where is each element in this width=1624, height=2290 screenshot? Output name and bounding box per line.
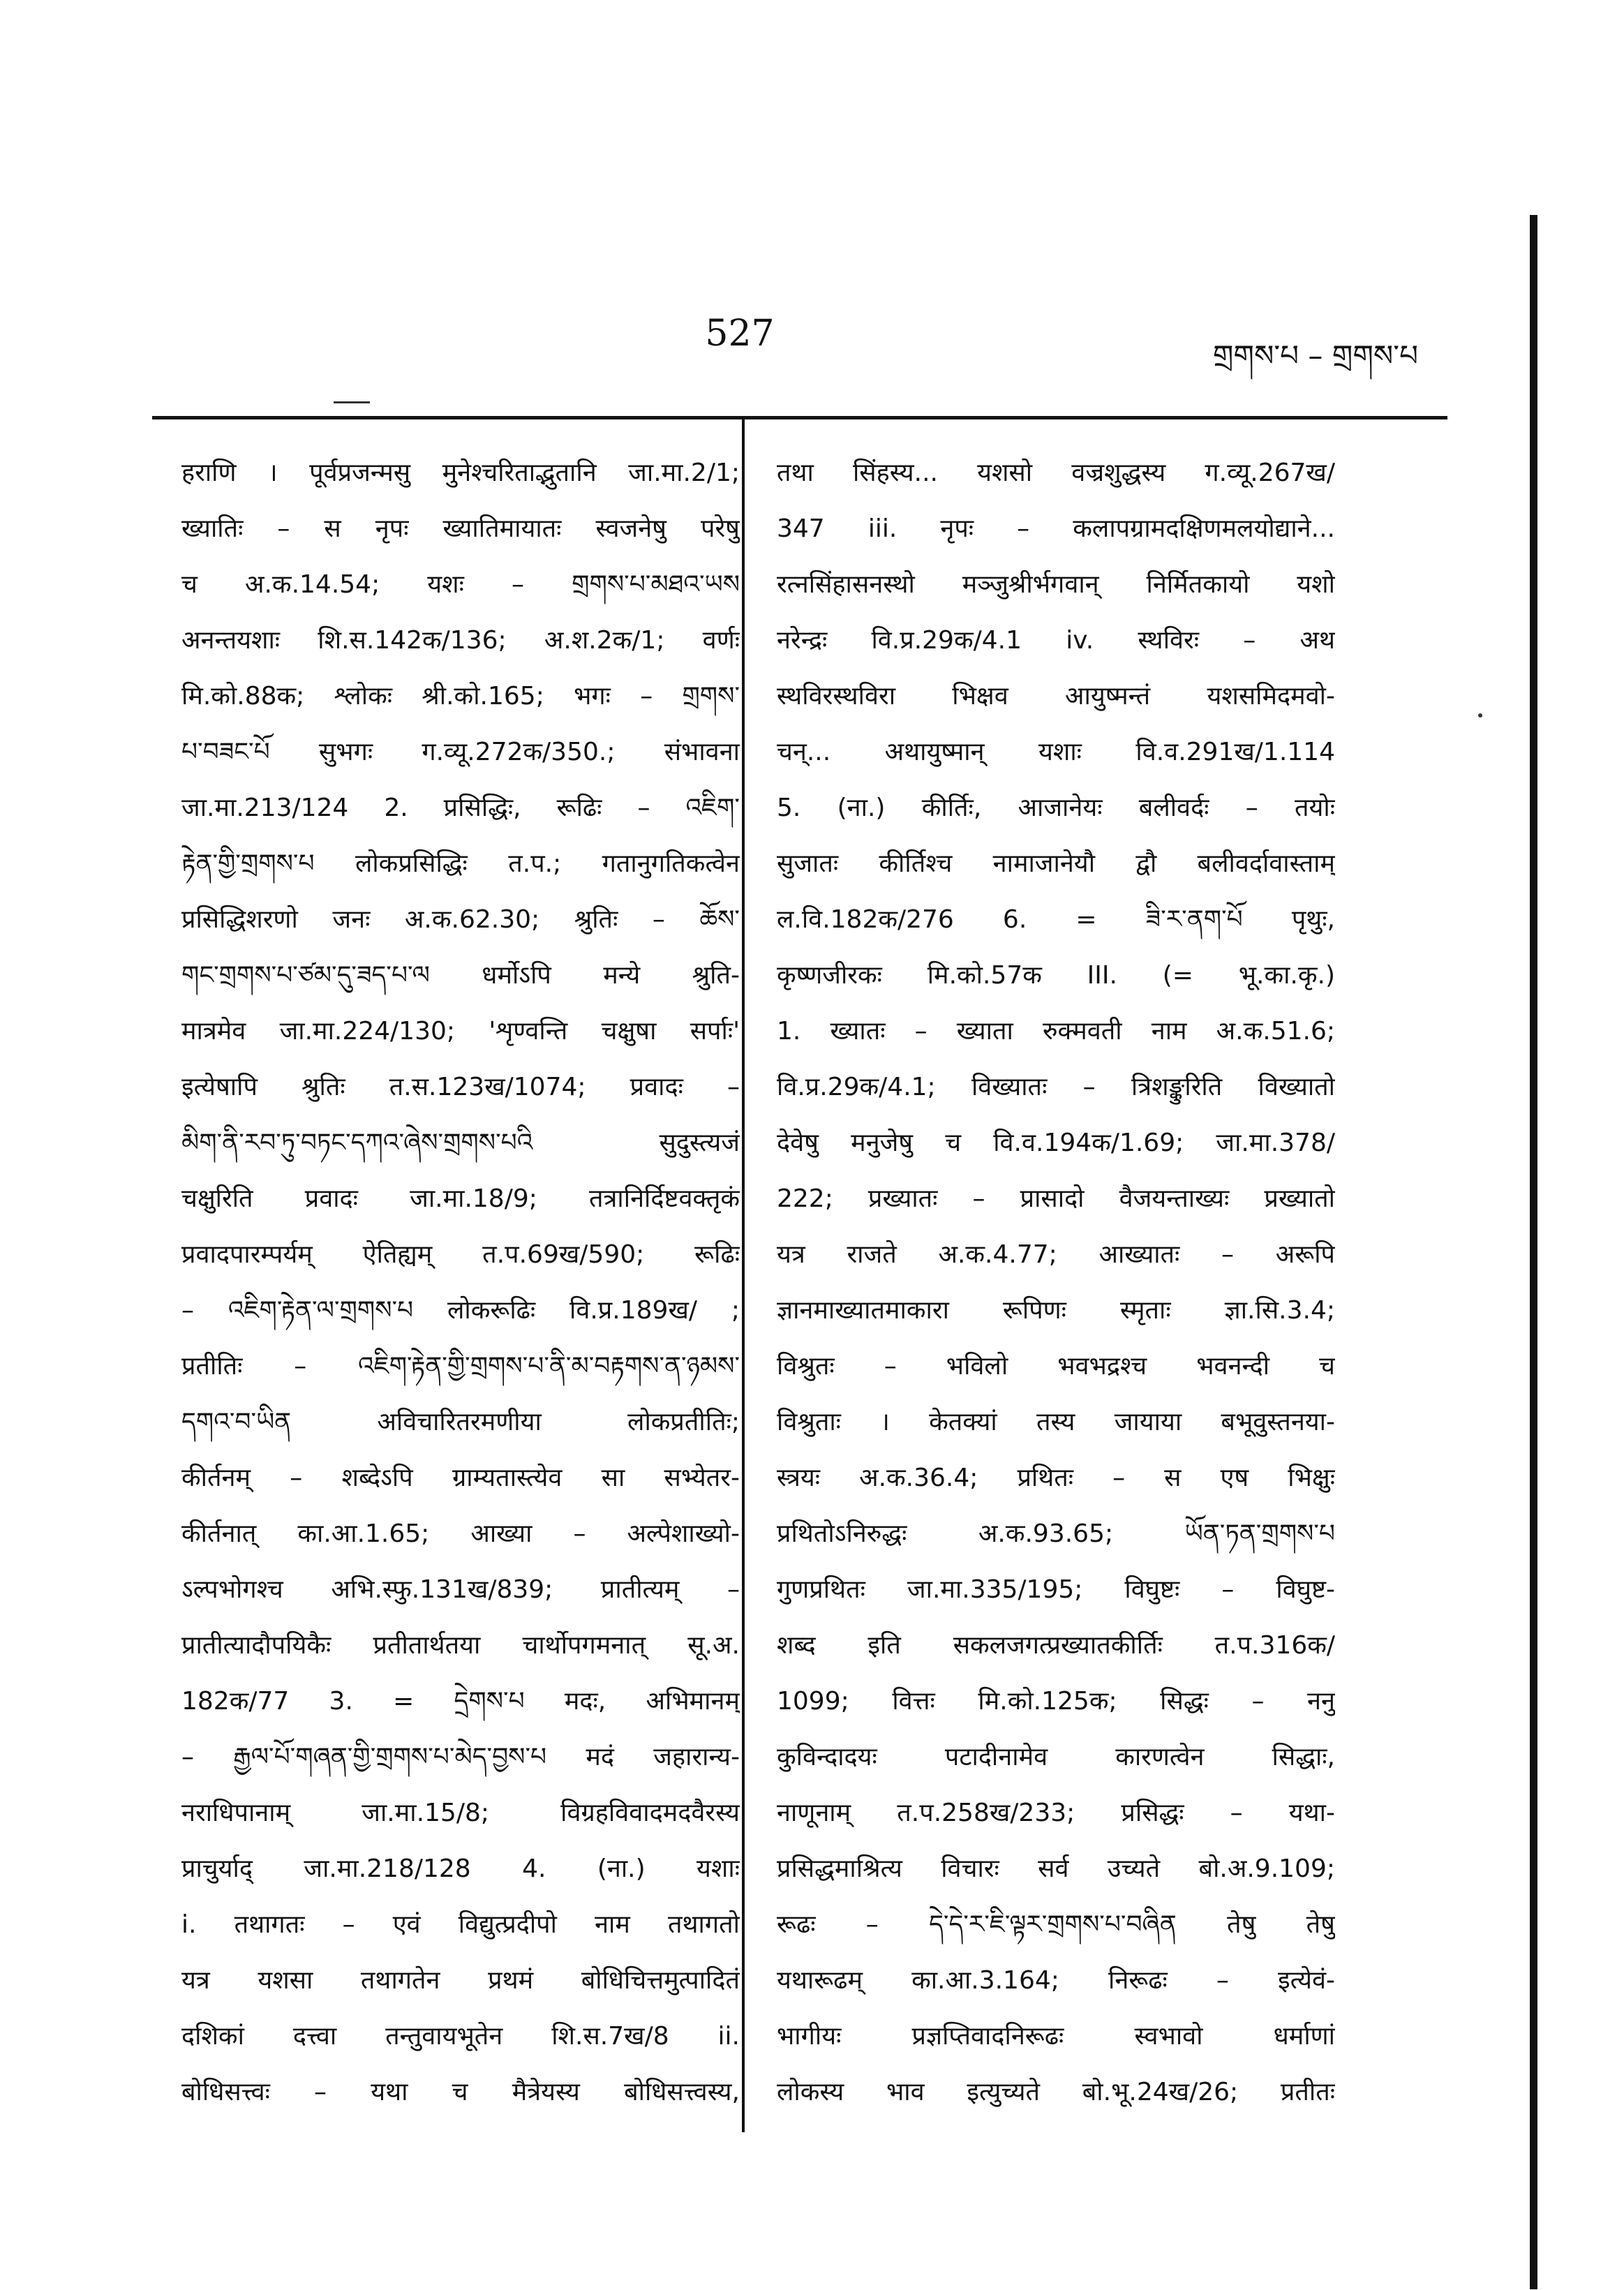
right-column-line: लोकस्य भाव इत्युच्यते बो.भू.24ख/26; प्रतीतः (777, 2078, 1335, 2106)
left-column-line: གང་གྲགས་པ་ཙམ་དུ་ཟད་པ་ལ धर्मोऽपि मन्ये श्रुति- (181, 961, 740, 990)
left-column-line: ख्यातिः – स नृपः ख्यातिमायातः स्वजनेषु परेषु (181, 514, 740, 543)
right-column-line: स्त्रयः अ.क.36.4; प्रथितः – स एष भिक्षुः (777, 1464, 1335, 1492)
left-column-line: मात्रमेव जा.मा.224/130; 'शृण्वन्ति चक्षुषा सर्पाः' (181, 1017, 740, 1046)
left-column-line: मि.को.88क; श्लोकः श्री.को.165; भगः – གྲགས་ (181, 682, 740, 711)
left-column-line: दशिकां दत्त्वा तन्तुवायभूतेन शि.स.7ख/8 ii. (181, 2022, 740, 2051)
left-column-line: པ་བཟང་པོ सुभगः ग.व्यू.272क/350.; संभावना (181, 738, 740, 766)
left-column-line: प्रसिद्धिशरणो जनः अ.क.62.30; श्रुतिः – ཆོས་ (181, 905, 740, 934)
left-column-line: i. तथागतः – एवं विद्युत्प्रदीपो नाम तथागतो (181, 1910, 740, 1939)
right-column-line: प्रसिद्धमाश्रित्य विचारः सर्व उच्यते बो.अ.9.109; (777, 1854, 1335, 1883)
right-column-line: विश्रुताः । केतक्यां तस्य जायाया बभूवुस्तनया- (777, 1408, 1335, 1436)
left-column-line: प्रतीतिः – འཇིག་རྟེན་གྱི་གྲགས་པ་ནི་མ་བརྟགས་ན་ཉམས་ (181, 1352, 740, 1381)
left-column-line: प्रवादपारम्पर्यम् ऐतिह्यम् त.प.69ख/590; रूढिः (181, 1240, 740, 1269)
left-column-line: – རྒྱལ་པོ་གཞན་གྱི་གྲགས་པ་མེད་བྱས་པ मदं जहारान्य- (181, 1743, 740, 1771)
right-column-line: विश्रुतः – भविलो भवभद्रश्च भवनन्दी च (777, 1352, 1335, 1381)
left-column-line: ऽल्पभोगश्च अभि.स्फु.131ख/839; प्रातीत्यम् – (181, 1575, 740, 1604)
right-column-line: 222; प्रख्यातः – प्रासादो वैजयन्ताख्यः प्रख्यातो (777, 1184, 1335, 1213)
right-column-line: यथारूढम् का.आ.3.164; निरूढः – इत्येवं- (777, 1966, 1335, 1995)
right-column-line: ज्ञानमाख्यातमाकारा रूपिणः स्मृताः ज्ञा.सि.3.4; (777, 1296, 1335, 1325)
left-column-line: कीर्तनम् – शब्देऽपि ग्राम्यतास्त्येव सा सभ्येतर- (181, 1464, 740, 1492)
left-column-line: प्रातीत्यादौपयिकैः प्रतीतार्थतया चार्थोपगमनात् सू.अ. (181, 1631, 740, 1660)
left-column-line: – འཇིག་རྟེན་ལ་གྲགས་པ लोकरूढिः वि.प्र.189ख/ ; (181, 1296, 740, 1325)
page-number: 527 (705, 313, 775, 355)
left-column (181, 445, 740, 2120)
right-column-line: स्थविरस्थविरा भिक्षव आयुष्मन्तं यशसमिदमवो- (777, 682, 1335, 711)
right-column-line: ल.वि.182क/276 6. = ཟི་ར་ནག་པོ पृथुः, (777, 905, 1335, 934)
right-column-line: नरेन्द्रः वि.प्र.29क/4.1 iv. स्थविरः – अथ (777, 626, 1335, 655)
left-column-line: 182क/77 3. = དྲེགས་པ मदः, अभिमानम् (181, 1687, 740, 1716)
left-column-line: नराधिपानाम् जा.मा.15/8; विग्रहविवादमदवैरस्य (181, 1799, 740, 1827)
left-column-line: यत्र यशसा तथागतेन प्रथमं बोधिचित्तमुत्पादितं (181, 1966, 740, 1995)
right-column-line: गुणप्रथितः जा.मा.335/195; विघुष्टः – विघुष्ट- (777, 1575, 1335, 1604)
right-column-line: भागीयः प्रज्ञप्तिवादनिरूढः स्वभावो धर्माणां (777, 2022, 1335, 2051)
right-column-line: तथा सिंहस्य... यशसो वज्रशुद्धस्य ग.व्यू.267ख/ (777, 459, 1335, 487)
right-column-line: कृष्णजीरकः मि.को.57क III. (= भू.का.कृ.) (777, 961, 1335, 990)
running-head: གྲགས་པ – གྲགས་པ (1212, 339, 1418, 373)
left-column-line: कीर्तनात् का.आ.1.65; आख्या – अल्पेशाख्यो- (181, 1519, 740, 1548)
page-edge-bar (1530, 215, 1537, 2289)
right-column-line: 5. (ना.) कीर्तिः, आजानेयः बलीवर्दः – तयोः (777, 794, 1335, 822)
right-column-line: चन्... अथायुष्मान् यशाः वि.व.291ख/1.114 (777, 738, 1335, 766)
right-column-line: कुविन्दादयः पटादीनामेव कारणत्वेन सिद्धाः, (777, 1743, 1335, 1771)
right-column-line: वि.प्र.29क/4.1; विख्यातः – त्रिशङ्कुरिति विख्यातो (777, 1073, 1335, 1101)
page-edge-dot (1478, 713, 1482, 718)
right-column-line: नाणूनाम् त.प.258ख/233; प्रसिद्धः – यथा- (777, 1799, 1335, 1827)
left-column-line: དགའ་བ་ཡིན अविचारितरमणीया लोकप्रतीतिः; (181, 1408, 740, 1436)
left-column-line: अनन्तयशाः शि.स.142क/136; अ.श.2क/1; वर्णः (181, 626, 740, 655)
header-mark (334, 401, 370, 403)
left-column-line: हराणि । पूर्वप्रजन्मसु मुनेश्चरिताद्भुतानि जा.मा.2/1; (181, 459, 740, 487)
right-column-line: 347 iii. नृपः – कलापग्रामदक्षिणमलयोद्याने... (777, 514, 1335, 543)
right-column-line: सुजातः कीर्तिश्च नामाजानेयौ द्वौ बलीवर्दावास्ताम् (777, 849, 1335, 878)
right-column-line: देवेषु मनुजेषु च वि.व.194क/1.69; जा.मा.378/ (777, 1129, 1335, 1157)
right-column-line: 1. ख्यातः – ख्याता रुक्मवती नाम अ.क.51.6; (777, 1017, 1335, 1046)
left-column-line: प्राचुर्याद् जा.मा.218/128 4. (ना.) यशाः (181, 1854, 740, 1883)
right-column-line: शब्द इति सकलजगत्प्रख्यातकीर्तिः त.प.316क/ (777, 1631, 1335, 1660)
left-column-line: च अ.क.14.54; यशः – གྲགས་པ་མཐའ་ཡས (181, 570, 740, 599)
right-column-line: रूढः – དེ་དེ་ར་ཇི་ལྟར་གྲགས་པ་བཞིན तेषु तेषु (777, 1910, 1335, 1939)
right-column-line: प्रथितोऽनिरुद्धः अ.क.93.65; ཡོན་ཏན་གྲགས་པ (777, 1519, 1335, 1548)
left-column-line: རྟེན་གྱི་གྲགས་པ लोकप्रसिद्धिः त.प.; गतानुगतिकत्वेन (181, 849, 740, 878)
left-column-line: चक्षुरिति प्रवादः जा.मा.18/9; तत्रानिर्दिष्टवक्तृकं (181, 1184, 740, 1213)
left-column-line: མིག་ནི་རབ་ཏུ་བཏང་དཀའ་ཞེས་གྲགས་པའི सुदुस्त्यजं (181, 1129, 740, 1157)
right-column-line: रत्नसिंहासनस्थो मञ्जुश्रीर्भगवान् निर्मितकायो यशो (777, 570, 1335, 599)
right-column-line: 1099; वित्तः मि.को.125क; सिद्धः – ननु (777, 1687, 1335, 1716)
header-rule (152, 416, 1447, 419)
left-column-line: जा.मा.213/124 2. प्रसिद्धिः, रूढिः – འཇིག་ (181, 794, 740, 822)
right-column (777, 445, 1335, 2120)
column-divider (742, 419, 745, 2132)
left-column-line: बोधिसत्त्वः – यथा च मैत्रेयस्य बोधिसत्त्वस्य, (181, 2078, 740, 2106)
left-column-line: इत्येषापि श्रुतिः त.स.123ख/1074; प्रवादः – (181, 1073, 740, 1101)
right-column-line: यत्र राजते अ.क.4.77; आख्यातः – अरूपि (777, 1240, 1335, 1269)
